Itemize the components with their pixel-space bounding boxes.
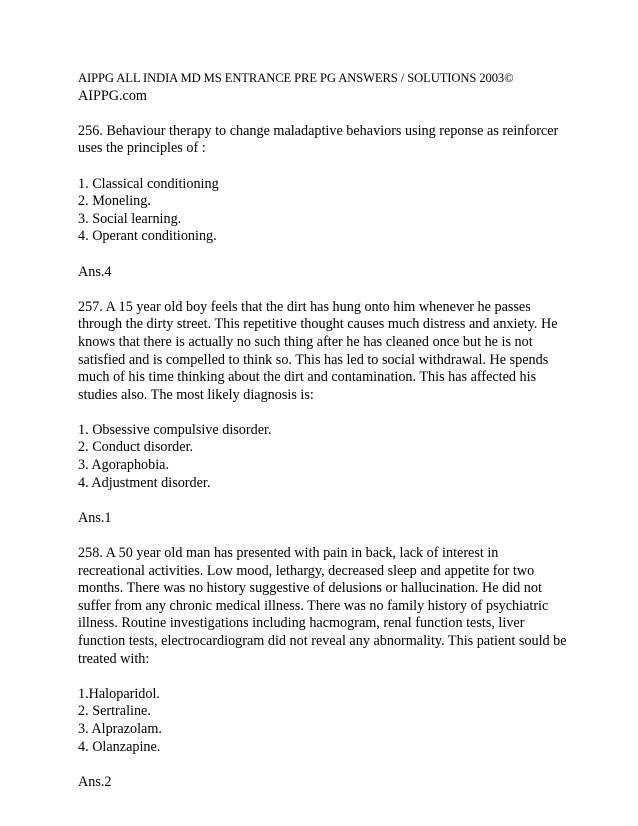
- option-item: 2. Moneling.: [78, 193, 151, 210]
- option-item: 3. Agoraphobia.: [78, 457, 170, 474]
- question-text: 257. A 15 year old boy feels that the dirt has hung onto him whenever he passes through the dirty street. This repetitive thought causes much distress and anxiety. He knows that there is actually no such thing after he has cleaned once but he is not satisfied and is compelled to think so. This has led to social withdrawal. He spends much of his time thinking about the dirt and contamination. This has affected his studies also. The most likely diagnosis is:: [78, 298, 558, 403]
- option-item: 1. Obsessive compulsive disorder.: [78, 421, 272, 438]
- option-item: 2. Sertraline.: [78, 703, 151, 720]
- answer-text: Ans.1: [78, 509, 112, 526]
- question-text: 256. Behaviour therapy to change maladaptive behaviors using reponse as reinforcer uses the principles of :: [78, 122, 559, 157]
- option-list: [78, 686, 568, 756]
- option-item: 3. Social learning.: [78, 210, 182, 227]
- option-item: 1. Classical conditioning: [78, 175, 219, 192]
- question-block-258: [78, 545, 568, 791]
- question-block-256: [78, 123, 568, 281]
- option-list: [78, 422, 568, 492]
- option-item: 2. Conduct disorder.: [78, 439, 194, 456]
- question-text: 258. A 50 year old man has presented with pain in back, lack of interest in recreational activities. Low mood, lethargy, decreased sleep and appetite for two months. There was no history suggestive of delusions or hallucination. He did not suffer from any chronic medical illness. There was no family history of psychiatric illness. Routine investigations including hacmogram, renal function tests, liver function tests, electrocardiogram did not reveal any abnormality. This patient sould be treated with:: [78, 545, 567, 667]
- answer-text: Ans.4: [78, 263, 112, 280]
- option-item: 1.Haloparidol.: [78, 685, 160, 702]
- page-header: [78, 70, 568, 105]
- question-block-257: [78, 299, 568, 528]
- answer-text: Ans.2: [78, 773, 112, 790]
- option-item: 3. Alprazolam.: [78, 720, 162, 737]
- option-item: 4. Olanzapine.: [78, 738, 161, 755]
- header-site: AIPPG.com: [78, 87, 147, 104]
- option-list: [78, 176, 568, 246]
- header-title: AIPPG ALL INDIA MD MS ENTRANCE PRE PG ANSWERS / SOLUTIONS 2003©: [78, 71, 514, 85]
- option-item: 4. Adjustment disorder.: [78, 474, 211, 491]
- option-item: 4. Operant conditioning.: [78, 228, 217, 245]
- document-page: [78, 70, 568, 809]
